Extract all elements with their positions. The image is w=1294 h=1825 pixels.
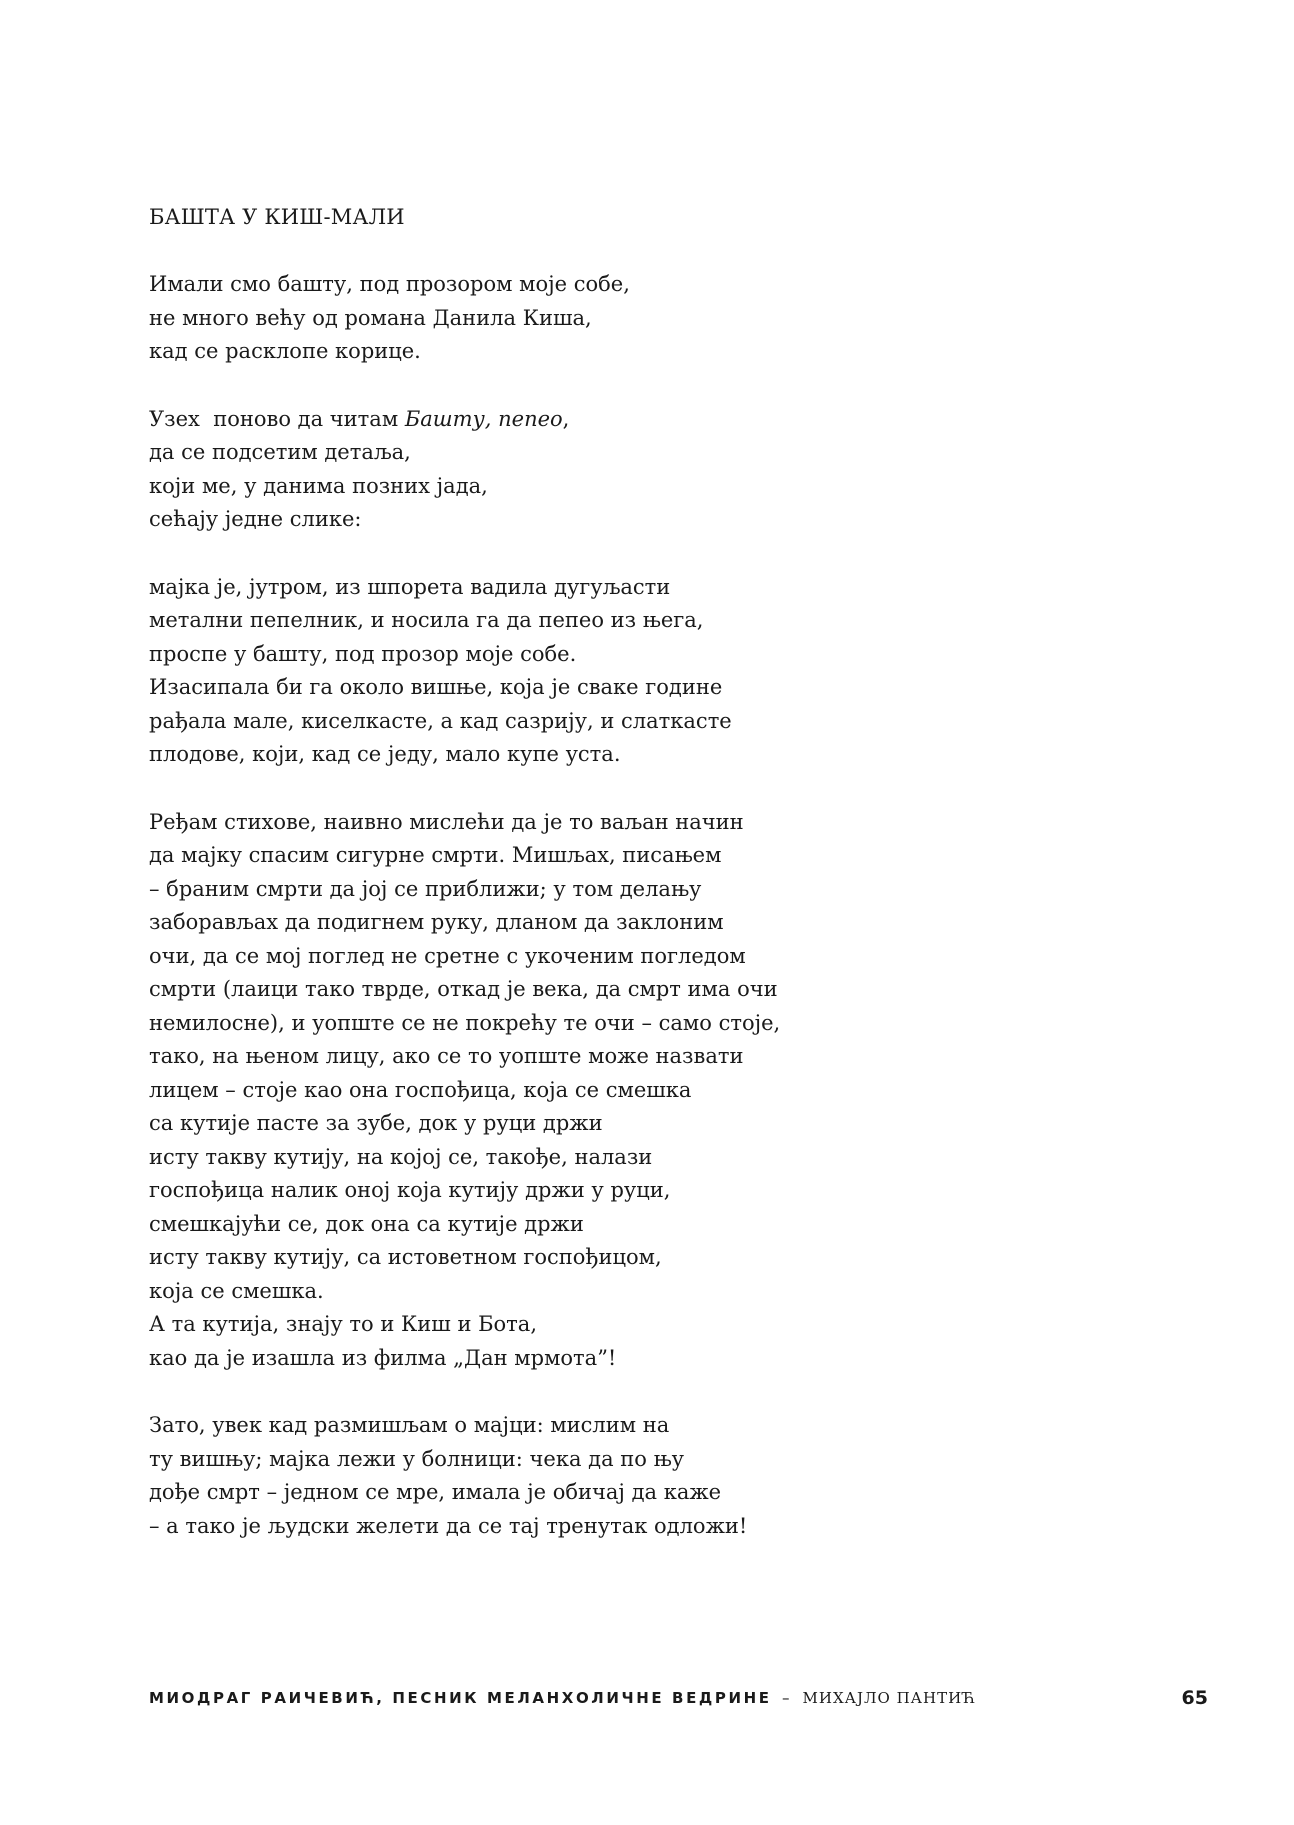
poem-line: Ређам стихове, наивно мислећи да је то ваљан начин: [149, 809, 744, 834]
poem-line: – браним смрти да јој се приближи; у том делању: [149, 876, 702, 901]
poem-line: дође смрт – једном се мре, имала је обичај да каже: [149, 1480, 722, 1504]
poem-line: немилосне), и уопште се не покрећу те очи – само стоје,: [149, 1010, 781, 1035]
poem-line: да се подсетим детаља,: [149, 440, 411, 464]
poem-line: да мајку спасим сигурне смрти. Мишљах, писањем: [149, 843, 722, 867]
poem-title: БАШТА У КИШ-МАЛИ: [149, 205, 405, 229]
stanza-3: [149, 571, 1049, 772]
footer-separator: –: [782, 1689, 793, 1707]
poem-line: метални пепелник, и носила га да пепео из њега,: [149, 608, 704, 632]
poem-line: не много већу од романа Данила Киша,: [149, 305, 592, 330]
poem-line: мајка је, јутром, из шпорета вадила дугуљасти: [149, 574, 671, 599]
stanza-4: [149, 806, 1049, 1376]
footer-book-title: МИОДРАГ РАИЧЕВИЋ, ПЕСНИК МЕЛАНХОЛИЧНЕ ВЕДРИНЕ: [149, 1689, 772, 1707]
poem-line: сећају једне слике:: [149, 507, 362, 531]
poem-line: исту такву кутију, са истоветном госпођицом,: [149, 1245, 662, 1269]
footer-author: МИХАЈЛО ПАНТИЋ: [802, 1689, 977, 1707]
running-footer: [149, 1689, 976, 1707]
poem: [149, 200, 1049, 1577]
poem-line: Зато, увек кад размишљам о мајци: мислим на: [149, 1413, 670, 1437]
poem-line: која се смешка.: [149, 1278, 324, 1303]
poem-line: заборављах да подигнем руку, дланом да заклоним: [149, 910, 724, 934]
poem-line: проспе у башту, под прозор моје собе.: [149, 641, 577, 666]
poem-line: кад се расклопе корице.: [149, 339, 421, 363]
poem-line: који ме, у данима позних јада,: [149, 473, 488, 498]
poem-line: лицем – стоје као она госпођица, која се смешка: [149, 1077, 692, 1102]
poem-line: А та кутија, знају то и Киш и Бота,: [149, 1312, 537, 1336]
poem-line: – а тако је људски желети да се тај тренутак одложи!: [149, 1513, 748, 1538]
poem-line: смешкајући се, док она са кутије држи: [149, 1211, 584, 1236]
page-number: 65: [1181, 1687, 1208, 1709]
poem-line: ту вишњу; мајка лежи у болници: чека да по њу: [149, 1446, 685, 1471]
stanza-5: [149, 1409, 1049, 1543]
poem-line: рађала мале, киселкасте, а кад сазрију, и слаткасте: [149, 708, 732, 733]
poem-line: [149, 403, 1049, 437]
poem-line: госпођица налик оној која кутију држи у руци,: [149, 1178, 671, 1202]
poem-line: плодове, који, кад се једу, мало купе уста.: [149, 742, 621, 766]
poem-line: смрти (лаици тако тврде, откад је века, да смрт има очи: [149, 977, 778, 1001]
book-title-italic: Башту, пепео: [404, 406, 563, 431]
stanza-2: [149, 403, 1049, 537]
poem-line: тако, на њеном лицу, ако се то уопште може назвати: [149, 1044, 744, 1068]
poem-line-text: Узех поново да читам: [149, 406, 405, 431]
poem-line: као да је изашла из филма „Дан мрмота”!: [149, 1345, 617, 1370]
poem-line-punctuation: ,: [562, 406, 570, 431]
poem-line: са кутије пасте за зубе, док у руци држи: [149, 1111, 603, 1135]
poem-line: Имали смо башту, под прозором моје собе,: [149, 272, 630, 296]
stanza-1: [149, 268, 1049, 369]
poem-line: очи, да се мој поглед не сретне с укоченим погледом: [149, 943, 746, 968]
poem-line: Изасипала би га около вишње, која је сваке године: [149, 675, 723, 699]
page-footer: [149, 1683, 1208, 1713]
poem-line: исту такву кутију, на којој се, такође, налази: [149, 1144, 653, 1169]
